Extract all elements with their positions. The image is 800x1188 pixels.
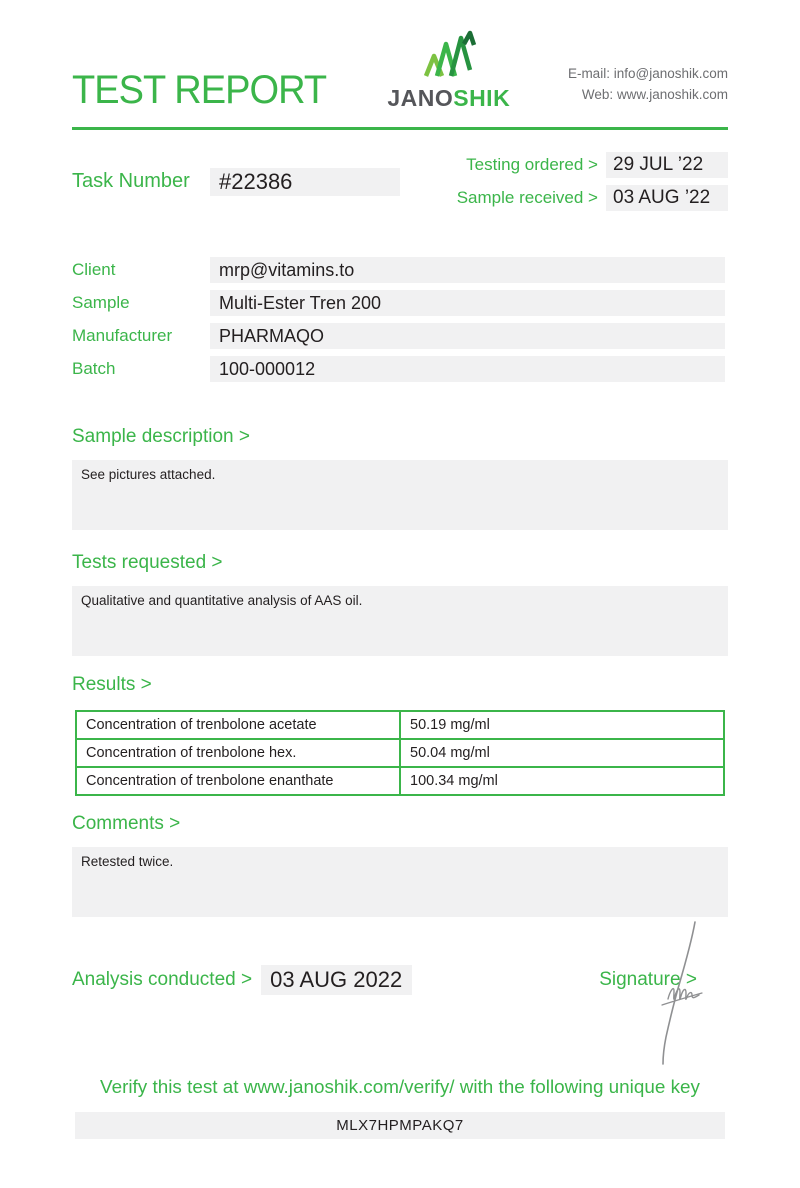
sample-received-label: Sample received > xyxy=(456,188,598,207)
sample-received-value: 03 AUG ’22 xyxy=(606,185,728,211)
sample-label: Sample xyxy=(72,293,130,312)
client-value: mrp@vitamins.to xyxy=(210,257,725,283)
table-row xyxy=(76,767,724,795)
analysis-signature-row xyxy=(72,965,728,995)
analysis-conducted-label: Analysis conducted > xyxy=(72,969,253,990)
logo-wordmark xyxy=(387,87,510,110)
analysis-conducted-value: 03 AUG 2022 xyxy=(261,965,412,995)
client-row xyxy=(72,257,728,283)
verify-instruction: Verify this test at www.janoshik.com/verify/ with the following unique key xyxy=(100,1076,700,1097)
task-dates-row xyxy=(72,152,728,211)
contact-web-line xyxy=(568,85,728,106)
results-heading: Results > xyxy=(72,674,152,695)
result-value: 50.04 mg/ml xyxy=(400,739,724,767)
sample-row xyxy=(72,290,728,316)
signature-handwriting xyxy=(632,919,712,1072)
testing-ordered-label: Testing ordered > xyxy=(466,155,598,174)
sample-info-block xyxy=(72,257,728,382)
logo-text-jano: JANO xyxy=(387,85,454,111)
manufacturer-label: Manufacturer xyxy=(72,326,173,345)
sample-description-heading: Sample description > xyxy=(72,426,250,447)
test-report-page xyxy=(0,38,800,1139)
manufacturer-value: PHARMAQO xyxy=(210,323,725,349)
result-value: 50.19 mg/ml xyxy=(400,711,724,739)
batch-value: 100-000012 xyxy=(210,356,725,382)
task-number-label: Task Number xyxy=(72,170,190,192)
result-analyte: Concentration of trenbolone acetate xyxy=(76,711,400,739)
testing-ordered-row xyxy=(457,152,728,178)
client-label: Client xyxy=(72,260,116,279)
email-value: info@janoshik.com xyxy=(613,66,728,82)
unique-key-value: MLX7HPMPAKQ7 xyxy=(75,1112,725,1139)
batch-row xyxy=(72,356,728,382)
growth-chart-icon xyxy=(418,30,480,85)
comments-heading: Comments > xyxy=(72,813,181,834)
web-value: www.janoshik.com xyxy=(616,87,728,103)
header-divider xyxy=(72,127,728,130)
sample-value: Multi-Ester Tren 200 xyxy=(210,290,725,316)
tests-requested-heading: Tests requested > xyxy=(72,552,223,573)
testing-ordered-value: 29 JUL ’22 xyxy=(606,152,728,178)
page-title: TEST REPORT xyxy=(72,68,327,112)
task-number-value: #22386 xyxy=(210,168,400,196)
email-label: E-mail: xyxy=(567,66,610,82)
contact-block xyxy=(568,64,728,110)
table-row xyxy=(76,711,724,739)
logo-text-shik: SHIK xyxy=(453,85,511,111)
result-analyte: Concentration of trenbolone enanthate xyxy=(76,767,400,795)
manufacturer-row xyxy=(72,323,728,349)
result-analyte: Concentration of trenbolone hex. xyxy=(76,739,400,767)
sample-received-row xyxy=(457,185,728,211)
signature-label: Signature > xyxy=(599,969,697,990)
tests-requested-box: Qualitative and quantitative analysis of AAS oil. xyxy=(72,586,728,656)
results-table xyxy=(75,710,725,796)
janoshik-logo xyxy=(387,30,510,110)
table-row xyxy=(76,739,724,767)
comments-box: Retested twice. xyxy=(72,847,728,917)
web-label: Web: xyxy=(581,87,614,103)
dates-block xyxy=(457,152,728,211)
report-header xyxy=(72,38,728,110)
contact-email-line xyxy=(568,64,728,85)
sample-description-box: See pictures attached. xyxy=(72,460,728,530)
task-number-field xyxy=(72,152,400,211)
result-value: 100.34 mg/ml xyxy=(400,767,724,795)
batch-label: Batch xyxy=(72,359,116,378)
